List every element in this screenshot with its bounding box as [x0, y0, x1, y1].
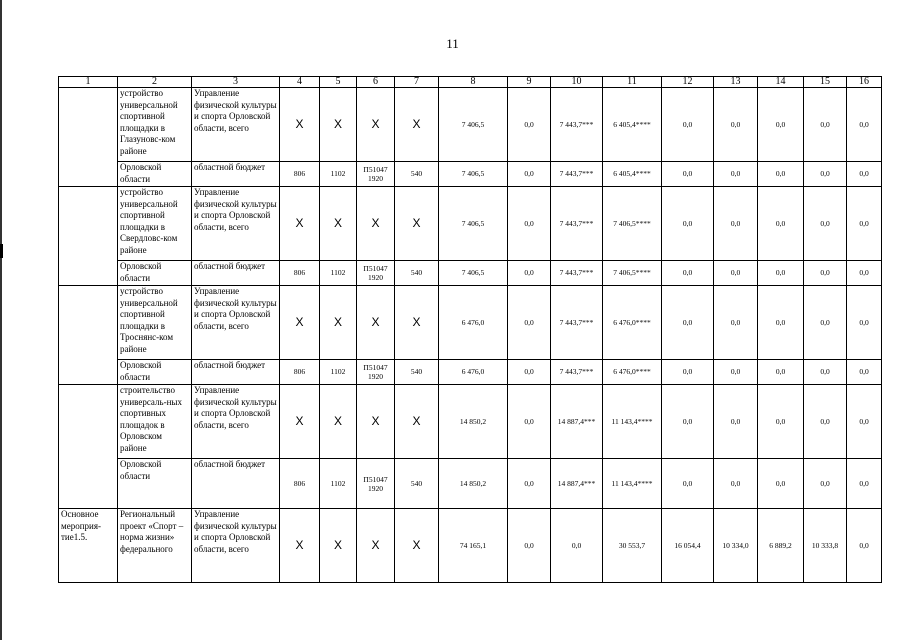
value-cell: 14 887,4***	[551, 459, 603, 509]
event-cell	[59, 187, 118, 286]
value-cell: 0,0	[847, 187, 882, 261]
executor-cell: областной бюджет	[192, 459, 280, 509]
value-cell: 0,0	[551, 509, 603, 583]
value-cell: 10 333,8	[804, 509, 847, 583]
header-cell: 10	[551, 77, 603, 88]
grbs-cell: 806	[280, 162, 320, 187]
value-cell: 7 406,5	[439, 261, 508, 286]
name-cell: устройство универсальной спортивной площадки в Троснянс-ком районе	[118, 286, 192, 360]
budget-table	[58, 76, 882, 583]
name-cell: Орловской области	[118, 459, 192, 509]
value-cell: 0,0	[508, 286, 551, 360]
rzpr-cell: Х	[320, 187, 357, 261]
value-cell: 6 476,0****	[603, 286, 662, 360]
name-cell: Орловской области	[118, 162, 192, 187]
value-cell: 11 143,4****	[603, 385, 662, 459]
name-cell: Орловской области	[118, 261, 192, 286]
value-cell: 0,0	[662, 459, 714, 509]
vr-cell: 540	[395, 459, 439, 509]
executor-cell: областной бюджет	[192, 360, 280, 385]
value-cell: 0,0	[804, 187, 847, 261]
value-cell: 0,0	[508, 261, 551, 286]
vr-cell: 540	[395, 360, 439, 385]
header-cell: 5	[320, 77, 357, 88]
executor-cell: Управление физической культуры и спорта Орловской области, всего	[192, 88, 280, 162]
table-row	[59, 509, 882, 583]
header-cell: 8	[439, 77, 508, 88]
csr-cell: Х	[357, 286, 395, 360]
value-cell: 7 443,7***	[551, 162, 603, 187]
value-cell: 0,0	[847, 286, 882, 360]
value-cell: 0,0	[847, 459, 882, 509]
value-cell: 0,0	[758, 459, 804, 509]
value-cell: 11 143,4****	[603, 459, 662, 509]
value-cell: 7 443,7***	[551, 261, 603, 286]
value-cell: 0,0	[758, 385, 804, 459]
grbs-cell: 806	[280, 360, 320, 385]
value-cell: 0,0	[804, 360, 847, 385]
vr-cell: Х	[395, 187, 439, 261]
rzpr-cell: 1102	[320, 360, 357, 385]
executor-cell: Управление физической культуры и спорта Орловской области, всего	[192, 509, 280, 583]
table-row	[59, 459, 882, 509]
value-cell: 6 476,0	[439, 360, 508, 385]
value-cell: 0,0	[662, 385, 714, 459]
value-cell: 0,0	[804, 88, 847, 162]
grbs-cell: 806	[280, 261, 320, 286]
table-row	[59, 360, 882, 385]
value-cell: 0,0	[804, 459, 847, 509]
page-edge-mark	[0, 244, 3, 258]
value-cell: 6 889,2	[758, 509, 804, 583]
executor-cell: областной бюджет	[192, 261, 280, 286]
value-cell: 0,0	[662, 286, 714, 360]
value-cell: 7 406,5	[439, 187, 508, 261]
table-row	[59, 187, 882, 261]
value-cell: 0,0	[847, 385, 882, 459]
csr-cell: П51047 1920	[357, 459, 395, 509]
value-cell: 7 406,5	[439, 162, 508, 187]
value-cell: 0,0	[758, 360, 804, 385]
value-cell: 30 553,7	[603, 509, 662, 583]
value-cell: 0,0	[508, 509, 551, 583]
vr-cell: Х	[395, 88, 439, 162]
value-cell: 0,0	[804, 385, 847, 459]
header-cell: 3	[192, 77, 280, 88]
value-cell: 0,0	[758, 286, 804, 360]
grbs-cell: Х	[280, 187, 320, 261]
csr-cell: Х	[357, 88, 395, 162]
value-cell: 7 443,7***	[551, 286, 603, 360]
name-cell: строительство универсаль-ных спортивных площадок в Орловском районе	[118, 385, 192, 459]
name-cell: Орловской области	[118, 360, 192, 385]
value-cell: 0,0	[508, 385, 551, 459]
vr-cell: Х	[395, 385, 439, 459]
table-row	[59, 385, 882, 459]
value-cell: 7 443,7***	[551, 88, 603, 162]
value-cell: 7 406,5****	[603, 187, 662, 261]
value-cell: 14 850,2	[439, 459, 508, 509]
event-cell	[59, 286, 118, 385]
value-cell: 0,0	[758, 162, 804, 187]
value-cell: 0,0	[662, 162, 714, 187]
header-cell: 14	[758, 77, 804, 88]
vr-cell: Х	[395, 509, 439, 583]
rzpr-cell: Х	[320, 385, 357, 459]
table-row	[59, 162, 882, 187]
value-cell: 7 406,5****	[603, 261, 662, 286]
event-cell	[59, 88, 118, 187]
grbs-cell: Х	[280, 509, 320, 583]
name-cell: устройство универсальной спортивной площадки в Глазуновс-ком районе	[118, 88, 192, 162]
value-cell: 0,0	[508, 459, 551, 509]
header-cell: 7	[395, 77, 439, 88]
value-cell: 0,0	[714, 286, 758, 360]
value-cell: 6 405,4****	[603, 162, 662, 187]
value-cell: 0,0	[758, 187, 804, 261]
table-row	[59, 88, 882, 162]
grbs-cell: Х	[280, 286, 320, 360]
value-cell: 14 887,4***	[551, 385, 603, 459]
grbs-cell: Х	[280, 88, 320, 162]
value-cell: 0,0	[714, 385, 758, 459]
header-cell: 1	[59, 77, 118, 88]
value-cell: 0,0	[847, 88, 882, 162]
executor-cell: Управление физической культуры и спорта Орловской области, всего	[192, 187, 280, 261]
value-cell: 6 476,0	[439, 286, 508, 360]
name-cell: устройство универсальной спортивной площадки в Свердловс-ком районе	[118, 187, 192, 261]
value-cell: 0,0	[847, 261, 882, 286]
value-cell: 7 443,7***	[551, 187, 603, 261]
value-cell: 0,0	[714, 360, 758, 385]
value-cell: 0,0	[804, 261, 847, 286]
value-cell: 0,0	[847, 509, 882, 583]
grbs-cell: Х	[280, 385, 320, 459]
value-cell: 0,0	[758, 261, 804, 286]
page-edge-line	[0, 0, 2, 640]
executor-cell: Управление физической культуры и спорта Орловской области, всего	[192, 385, 280, 459]
value-cell: 0,0	[847, 162, 882, 187]
rzpr-cell: 1102	[320, 261, 357, 286]
table-row	[59, 261, 882, 286]
value-cell: 16 054,4	[662, 509, 714, 583]
header-cell: 15	[804, 77, 847, 88]
value-cell: 0,0	[662, 88, 714, 162]
value-cell: 74 165,1	[439, 509, 508, 583]
rzpr-cell: Х	[320, 286, 357, 360]
header-cell: 13	[714, 77, 758, 88]
rzpr-cell: Х	[320, 88, 357, 162]
value-cell: 6 405,4****	[603, 88, 662, 162]
value-cell: 0,0	[662, 261, 714, 286]
value-cell: 0,0	[714, 88, 758, 162]
name-cell: Региональный проект «Спорт – норма жизни» федерального	[118, 509, 192, 583]
event-cell	[59, 385, 118, 509]
csr-cell: П51047 1920	[357, 162, 395, 187]
vr-cell: 540	[395, 261, 439, 286]
value-cell: 0,0	[847, 360, 882, 385]
value-cell: 0,0	[662, 187, 714, 261]
value-cell: 10 334,0	[714, 509, 758, 583]
event-cell: Основное мероприя-тие1.5.	[59, 509, 118, 583]
value-cell: 0,0	[714, 261, 758, 286]
table-header-row	[59, 77, 882, 88]
value-cell: 0,0	[804, 162, 847, 187]
header-cell: 4	[280, 77, 320, 88]
executor-cell: областной бюджет	[192, 162, 280, 187]
value-cell: 0,0	[508, 162, 551, 187]
vr-cell: 540	[395, 162, 439, 187]
header-cell: 11	[603, 77, 662, 88]
grbs-cell: 806	[280, 459, 320, 509]
value-cell: 7 406,5	[439, 88, 508, 162]
csr-cell: П51047 1920	[357, 360, 395, 385]
value-cell: 0,0	[508, 88, 551, 162]
value-cell: 0,0	[662, 360, 714, 385]
vr-cell: Х	[395, 286, 439, 360]
value-cell: 0,0	[758, 88, 804, 162]
csr-cell: Х	[357, 385, 395, 459]
value-cell: 0,0	[714, 187, 758, 261]
csr-cell: Х	[357, 509, 395, 583]
value-cell: 0,0	[804, 286, 847, 360]
value-cell: 0,0	[714, 162, 758, 187]
header-cell: 16	[847, 77, 882, 88]
value-cell: 7 443,7***	[551, 360, 603, 385]
header-cell: 9	[508, 77, 551, 88]
header-cell: 12	[662, 77, 714, 88]
header-cell: 2	[118, 77, 192, 88]
rzpr-cell: Х	[320, 509, 357, 583]
executor-cell: Управление физической культуры и спорта Орловской области, всего	[192, 286, 280, 360]
value-cell: 14 850,2	[439, 385, 508, 459]
csr-cell: Х	[357, 187, 395, 261]
page-number: 11	[446, 36, 459, 51]
table-row	[59, 286, 882, 360]
header-cell: 6	[357, 77, 395, 88]
rzpr-cell: 1102	[320, 162, 357, 187]
rzpr-cell: 1102	[320, 459, 357, 509]
csr-cell: П51047 1920	[357, 261, 395, 286]
value-cell: 0,0	[714, 459, 758, 509]
value-cell: 0,0	[508, 360, 551, 385]
value-cell: 6 476,0****	[603, 360, 662, 385]
value-cell: 0,0	[508, 187, 551, 261]
